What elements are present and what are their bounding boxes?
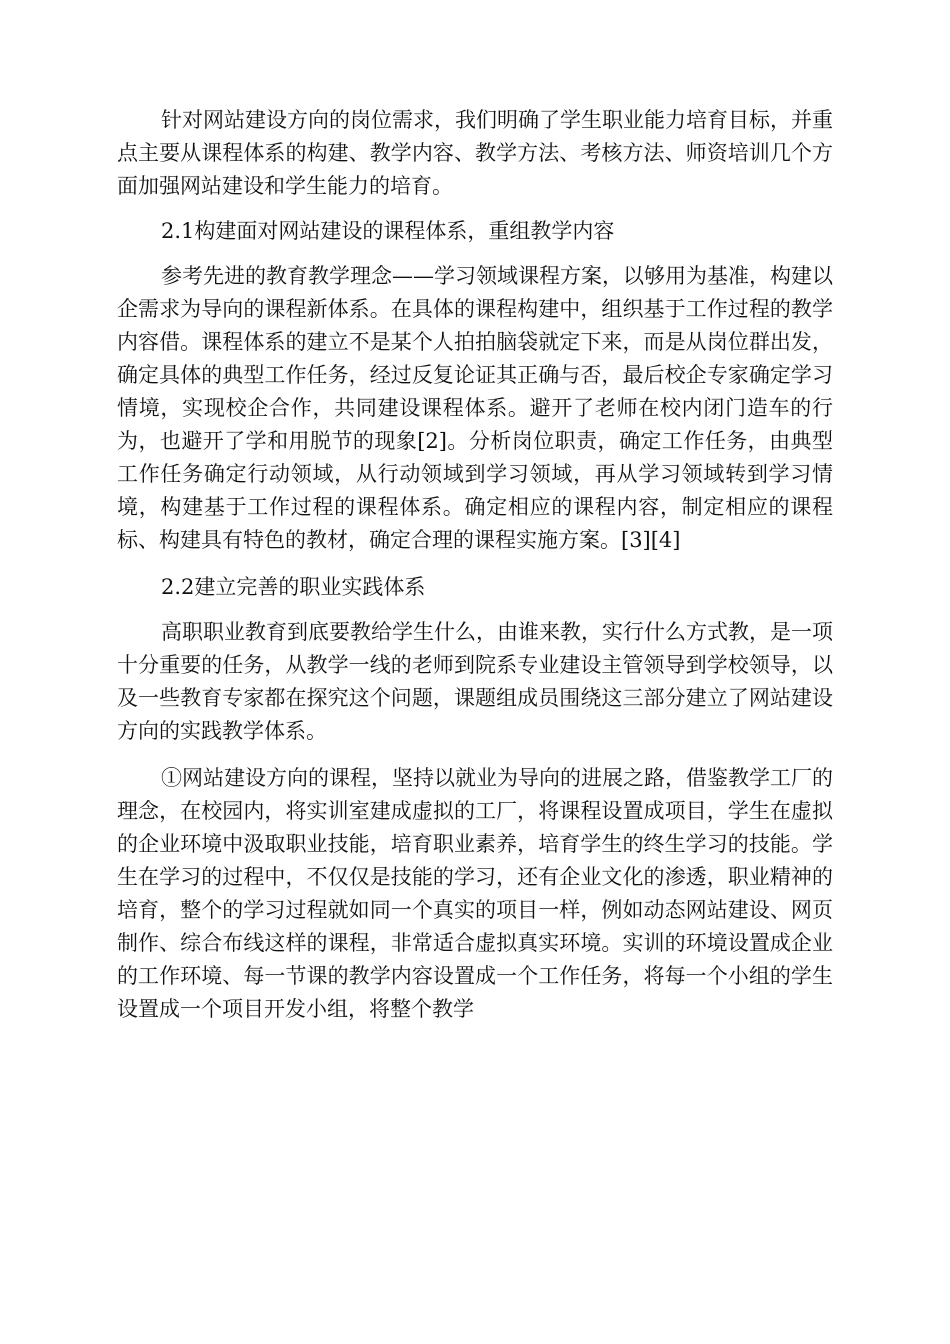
section-heading-2-2: 2.2建立完善的职业实践体系: [161, 575, 426, 599]
curriculum-paragraph: 参考先进的教育教学理念——学习领域课程方案，以够用为基准，构建以企需求为导向的课程新体系。在具体的课程构建中，组织基于工作过程的教学内容借。课程体系的建立不是某个人拍拍脑袋就定下来，而是从岗位群出发，确定具体的典型工作任务，经过反复论证其正确与否，最后校企专家确定学习情境，实现校企合作，共同建设课程体系。避开了老师在校内闭门造车的行为，也避开了学和用脱节的现象[2]。分析岗位职责，确定工作任务，由典型工作任务确定行动领域，从行动领域到学习领域，再从学习领域转到学习情境，构建基于工作过程的课程体系。确定相应的课程内容，制定相应的课程标、构建具有特色的教材，确定合理的课程实施方案。[3][4]: [117, 264, 833, 552]
section-heading-2-1: 2.1构建面对网站建设的课程体系，重组教学内容: [161, 219, 615, 243]
item-1-paragraph: ①网站建设方向的课程，坚持以就业为导向的进展之路，借鉴教学工厂的理念，在校园内，将实训室建成虚拟的工厂，将课程设置成项目，学生在虚拟的企业环境中汲取职业技能，培育职业素养，培育学生的终生学习的技能。学生在学习的过程中，不仅仅是技能的学习，还有企业文化的渗透，职业精神的培育，整个的学习过程就如同一个真实的项目一样，例如动态网站建设、网页制作、综合布线这样的课程，非常适合虚拟真实环境。实训的环境设置成企业的工作环境、每一节课的教学内容设置成一个工作任务，将每一个小组的学生设置成一个项目开发小组，将整个教学: [117, 766, 833, 1021]
practice-system-paragraph: 高职职业教育到底要教给学生什么，由谁来教，实行什么方式教，是一项十分重要的任务，从教学一线的老师到院系专业建设主管领导到学校领导，以及一些教育专家都在探究这个问题，课题组成员围绕这三部分建立了网站建设方向的实践教学体系。: [117, 620, 833, 743]
document-page: [117, 104, 833, 1026]
intro-paragraph: 针对网站建设方向的岗位需求，我们明确了学生职业能力培育目标，并重点主要从课程体系的构建、教学内容、教学方法、考核方法、师资培训几个方面加强网站建设和学生能力的培育。: [117, 108, 833, 198]
